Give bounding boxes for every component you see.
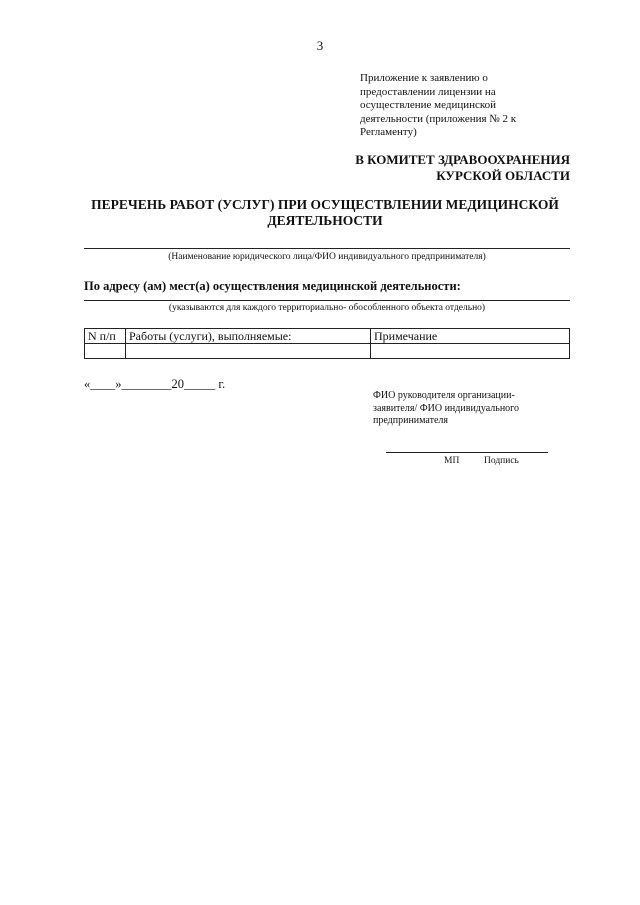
entity-name-line[interactable] (84, 248, 570, 249)
appendix-note: Приложение к заявлению о предоставлении лицензии на осуществление медицинской деятельности (приложения № 2 к Регламенту) (360, 72, 517, 138)
header-note: Примечание (371, 329, 570, 344)
signature-line[interactable] (386, 452, 548, 453)
entity-name-caption: (Наименование юридического лица/ФИО индивидуального предпринимателя) (168, 252, 486, 262)
header-number: N п/п (85, 329, 126, 344)
works-table (84, 328, 570, 359)
table-row (85, 344, 570, 359)
address-caption: (указываются для каждого территориально- обособленного объекта отдельно) (168, 303, 486, 313)
cell-note[interactable] (371, 344, 570, 359)
signer-caption: ФИО руководителя организации-заявителя/ ФИО индивидуального предпринимателя (373, 390, 520, 426)
document-title (80, 197, 570, 229)
signature-label: Подпись (484, 456, 519, 466)
page-number: 3 (316, 38, 324, 53)
header-works: Работы (услуги), выполняемые: (126, 329, 371, 344)
title-line-2: ДЕЯТЕЛЬНОСТИ (267, 213, 383, 228)
cell-works[interactable] (126, 344, 371, 359)
recipient-line-1: В КОМИТЕТ ЗДРАВООХРАНЕНИЯ (355, 152, 570, 167)
recipient-block (330, 152, 570, 184)
date-line[interactable]: «____»________20_____ г. (84, 377, 226, 391)
recipient-line-2: КУРСКОЙ ОБЛАСТИ (436, 168, 570, 183)
cell-number[interactable] (85, 344, 126, 359)
title-line-1: ПЕРЕЧЕНЬ РАБОТ (УСЛУГ) ПРИ ОСУЩЕСТВЛЕНИИ МЕДИЦИНСКОЙ (91, 197, 559, 212)
table-header-row (85, 329, 570, 344)
address-label: По адресу (ам) мест(а) осуществления медицинской деятельности: (84, 279, 461, 293)
mp-label: МП (444, 456, 460, 466)
address-line[interactable] (84, 300, 570, 301)
